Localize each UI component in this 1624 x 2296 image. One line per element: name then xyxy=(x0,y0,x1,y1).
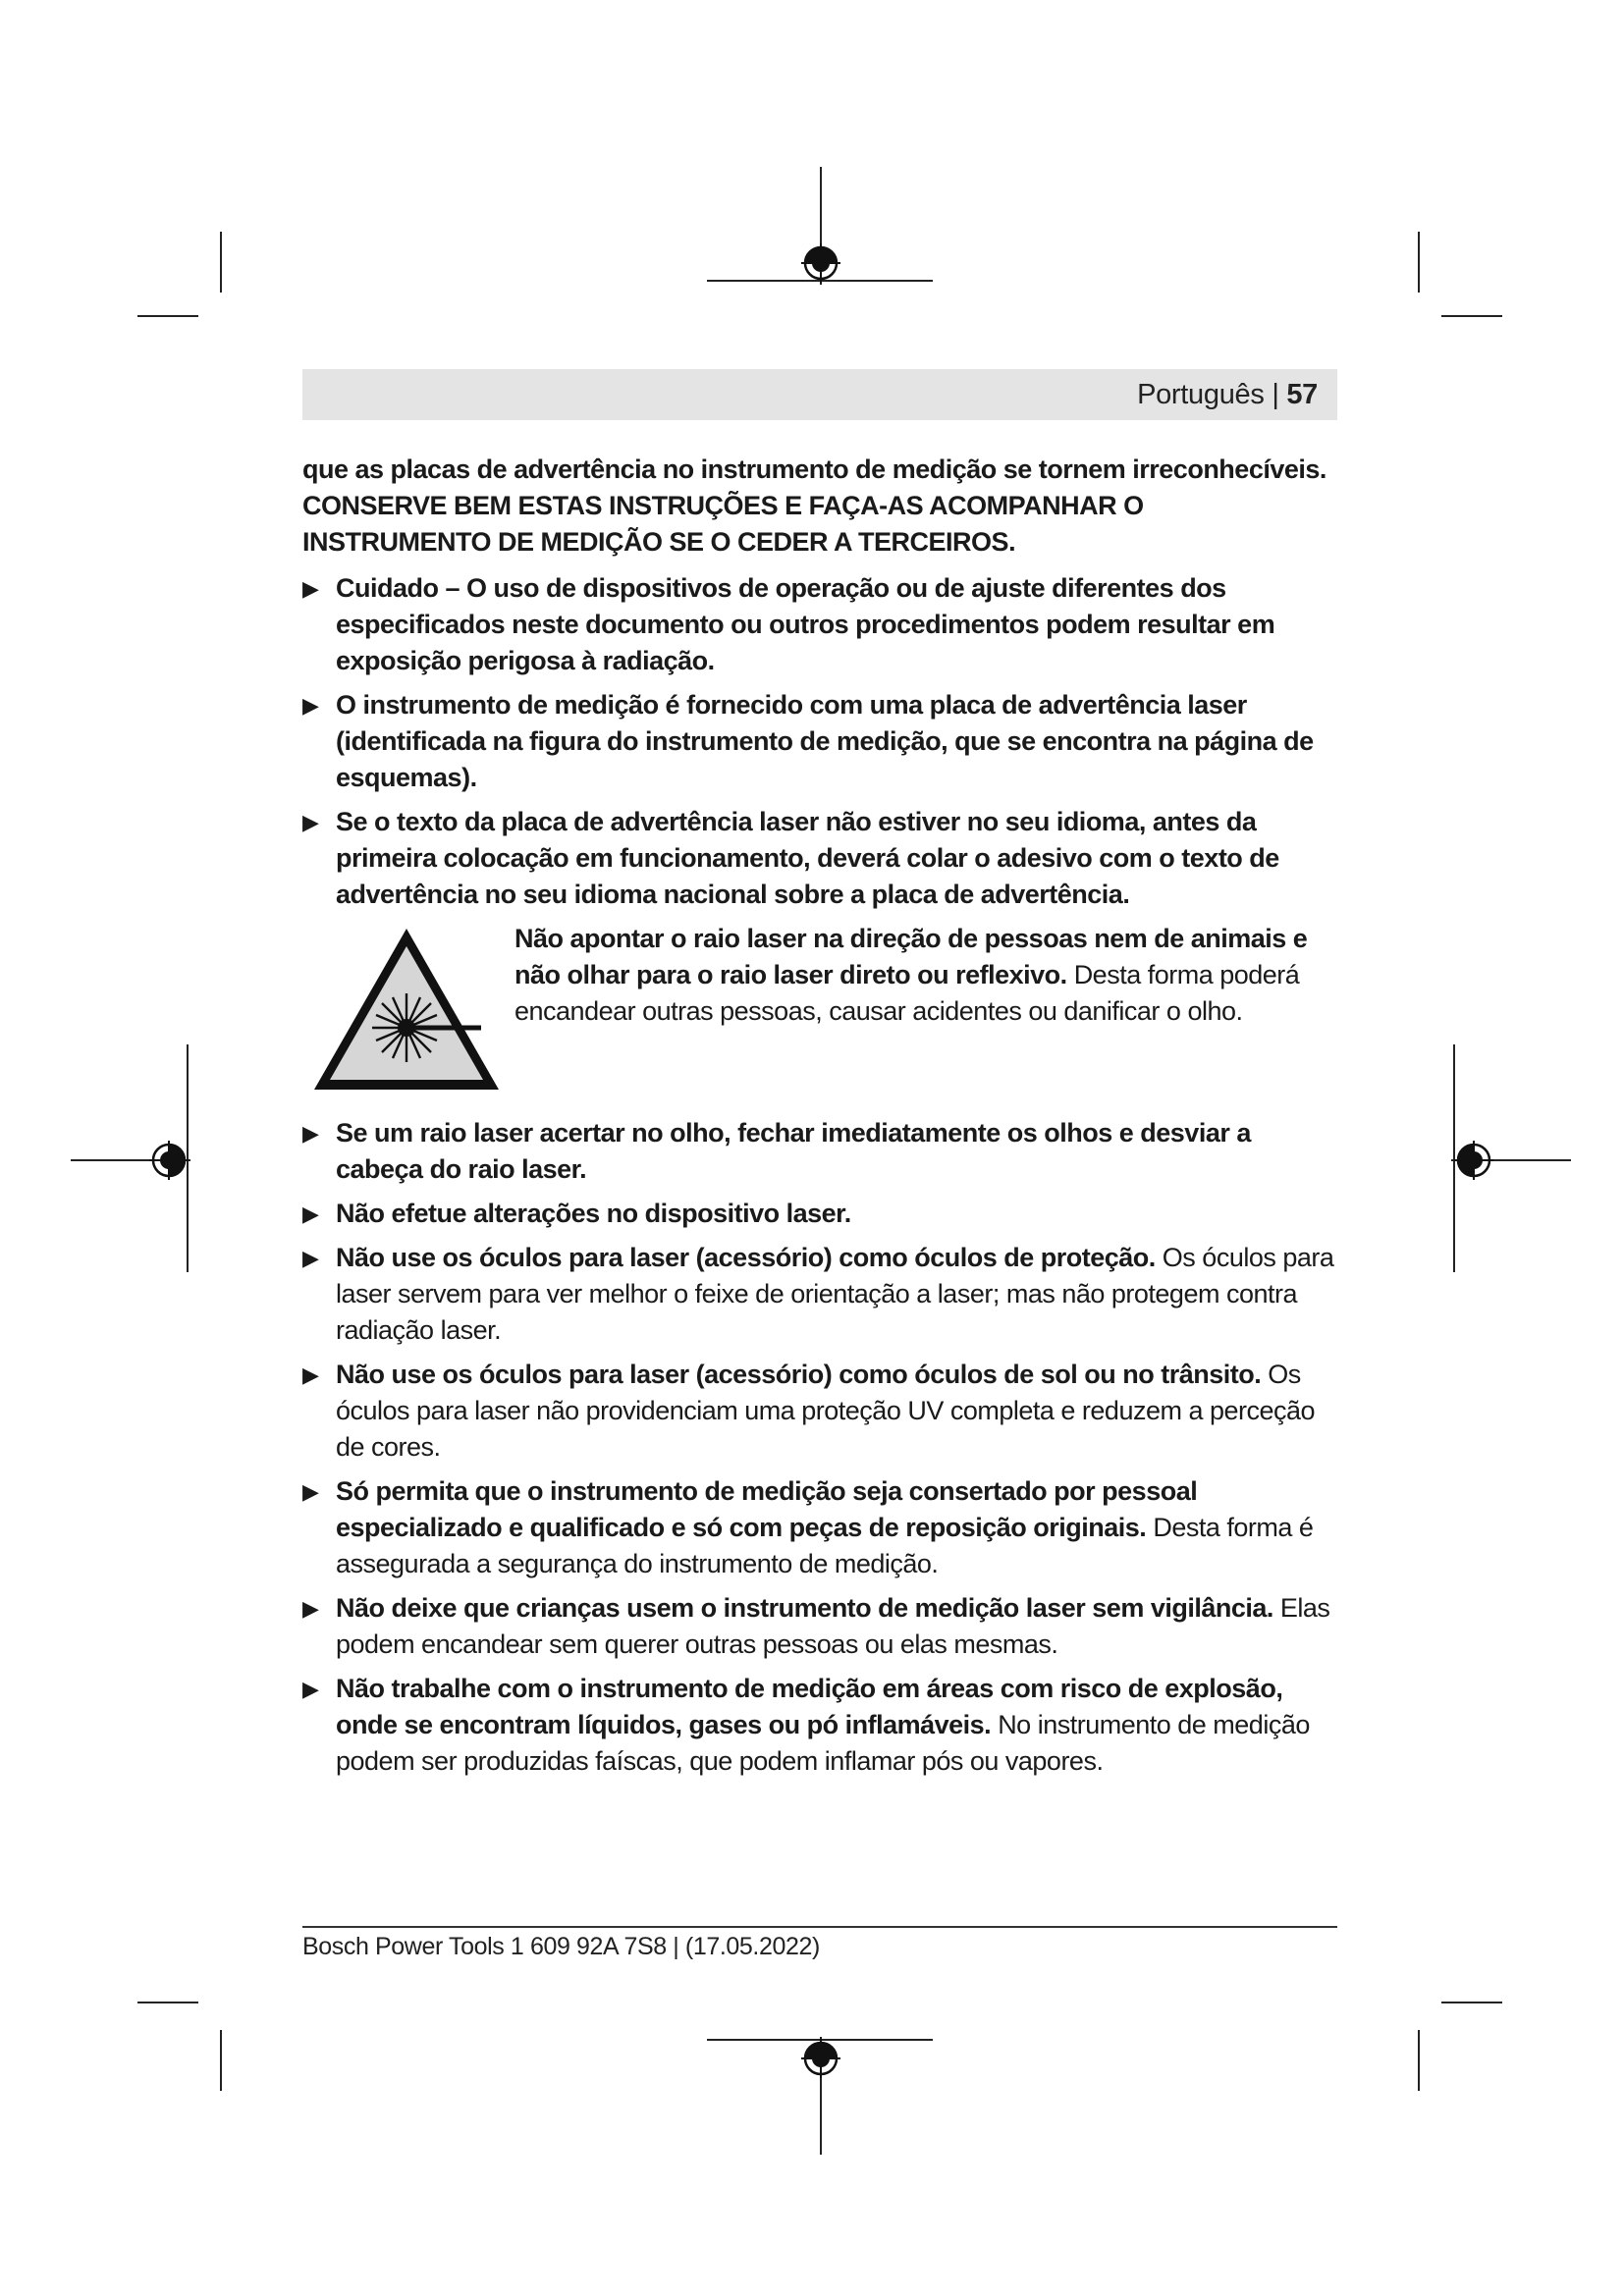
item-bold-text: Não efetue alterações no dispositivo laser. xyxy=(336,1199,851,1228)
warning-bold-text: Não apontar o raio laser na direção de pessoas nem de animais e não olhar para o raio laser direto ou reflexivo. xyxy=(514,924,1308,989)
laser-warning-block xyxy=(302,921,1337,1094)
list-item xyxy=(302,1115,1337,1188)
header-language: Português xyxy=(1137,379,1265,410)
bullet-arrow-icon: ▶ xyxy=(302,1121,319,1146)
warning-normal-text: Desta forma poderá encandear outras pessoas, causar acidentes ou danificar o olho. xyxy=(514,960,1300,1026)
page-footer xyxy=(302,1926,1337,1961)
crop-mark xyxy=(220,2030,222,2091)
item-normal-text: Os óculos para laser servem para ver melhor o feixe de orientação a laser; mas não protegem contra radiação laser. xyxy=(336,1243,1334,1345)
list-item xyxy=(302,687,1337,796)
list-item xyxy=(302,1671,1337,1780)
header-text xyxy=(1137,378,1318,411)
registration-target-icon xyxy=(801,2039,840,2078)
crop-mark xyxy=(137,2002,198,2003)
item-bold-text: O instrumento de medição é fornecido com uma placa de advertência laser (identificada na figura do instrumento de medição, que se encontra na página de esquemas). xyxy=(336,690,1314,792)
crop-mark xyxy=(1441,2002,1502,2003)
bullet-arrow-icon: ▶ xyxy=(302,810,319,834)
main-content xyxy=(302,452,1337,1788)
laser-warning-triangle-icon xyxy=(310,925,503,1094)
crop-mark xyxy=(1418,232,1420,293)
crop-mark xyxy=(1418,2030,1420,2091)
bullet-arrow-icon: ▶ xyxy=(302,1677,319,1701)
list-item xyxy=(302,804,1337,913)
laser-warning-text xyxy=(514,921,1337,1030)
bullet-arrow-icon: ▶ xyxy=(302,1596,319,1621)
bullet-arrow-icon: ▶ xyxy=(302,576,319,601)
footer-text: Bosch Power Tools 1 609 92A 7S8 | (17.05.2022) xyxy=(302,1933,820,1960)
item-bold-text: Não trabalhe com o instrumento de medição em áreas com risco de explosão, onde se encontram líquidos, gases ou pó inflamáveis. xyxy=(336,1674,1283,1739)
item-bold-text: Só permita que o instrumento de medição seja consertado por pessoal especializado e qualificado e só com peças de reposição originais. xyxy=(336,1476,1198,1542)
item-normal-text: Elas podem encandear sem querer outras pessoas ou elas mesmas. xyxy=(336,1593,1330,1659)
crop-mark xyxy=(220,232,222,293)
registration-target-icon xyxy=(149,1141,189,1180)
page-number: 57 xyxy=(1286,379,1318,410)
bullet-arrow-icon: ▶ xyxy=(302,693,319,718)
intro-paragraph: que as placas de advertência no instrumento de medição se tornem irreconhecíveis. CONSERVE BEM ESTAS INSTRUÇÕES E FAÇA-AS ACOMPANHAR O INSTRUMENTO DE MEDIÇÃO SE O CEDER A TERCEIROS. xyxy=(302,454,1326,557)
bullet-arrow-icon: ▶ xyxy=(302,1362,319,1387)
item-bold-text: Não deixe que crianças usem o instrumento de medição laser sem vigilância. xyxy=(336,1593,1273,1623)
header-separator: | xyxy=(1272,379,1279,410)
item-normal-text: Os óculos para laser não providenciam uma proteção UV completa e reduzem a perceção de cores. xyxy=(336,1360,1316,1462)
list-item xyxy=(302,570,1337,679)
list-item xyxy=(302,1357,1337,1466)
bullet-arrow-icon: ▶ xyxy=(302,1201,319,1226)
registration-target-icon xyxy=(801,243,840,283)
list-item xyxy=(302,1240,1337,1349)
item-bold-text: Se o texto da placa de advertência laser não estiver no seu idioma, antes da primeira colocação em funcionamento, deverá colar o adesivo com o texto de advertência no seu idioma nacional sobre a placa de advertência. xyxy=(336,807,1279,909)
item-bold-text: Cuidado – O uso de dispositivos de operação ou de ajuste diferentes dos especificados neste documento ou outros procedimentos podem resultar em exposição perigosa à radiação. xyxy=(336,573,1275,675)
item-normal-text: Desta forma é assegurada a segurança do instrumento de medição. xyxy=(336,1513,1314,1578)
crop-mark xyxy=(1441,315,1502,317)
crop-mark xyxy=(137,315,198,317)
item-bold-text: Se um raio laser acertar no olho, fechar imediatamente os olhos e desviar a cabeça do raio laser. xyxy=(336,1118,1251,1184)
bullet-arrow-icon: ▶ xyxy=(302,1246,319,1270)
item-bold-text: Não use os óculos para laser (acessório) como óculos de proteção. xyxy=(336,1243,1156,1272)
page-header xyxy=(302,369,1337,420)
list-item xyxy=(302,1590,1337,1663)
item-normal-text: No instrumento de medição podem ser produzidas faíscas, que podem inflamar pós ou vapores. xyxy=(336,1710,1310,1776)
bullet-arrow-icon: ▶ xyxy=(302,1479,319,1504)
list-item xyxy=(302,1473,1337,1582)
registration-target-icon xyxy=(1454,1141,1493,1180)
list-item xyxy=(302,1196,1337,1232)
item-bold-text: Não use os óculos para laser (acessório) como óculos de sol ou no trânsito. xyxy=(336,1360,1262,1389)
